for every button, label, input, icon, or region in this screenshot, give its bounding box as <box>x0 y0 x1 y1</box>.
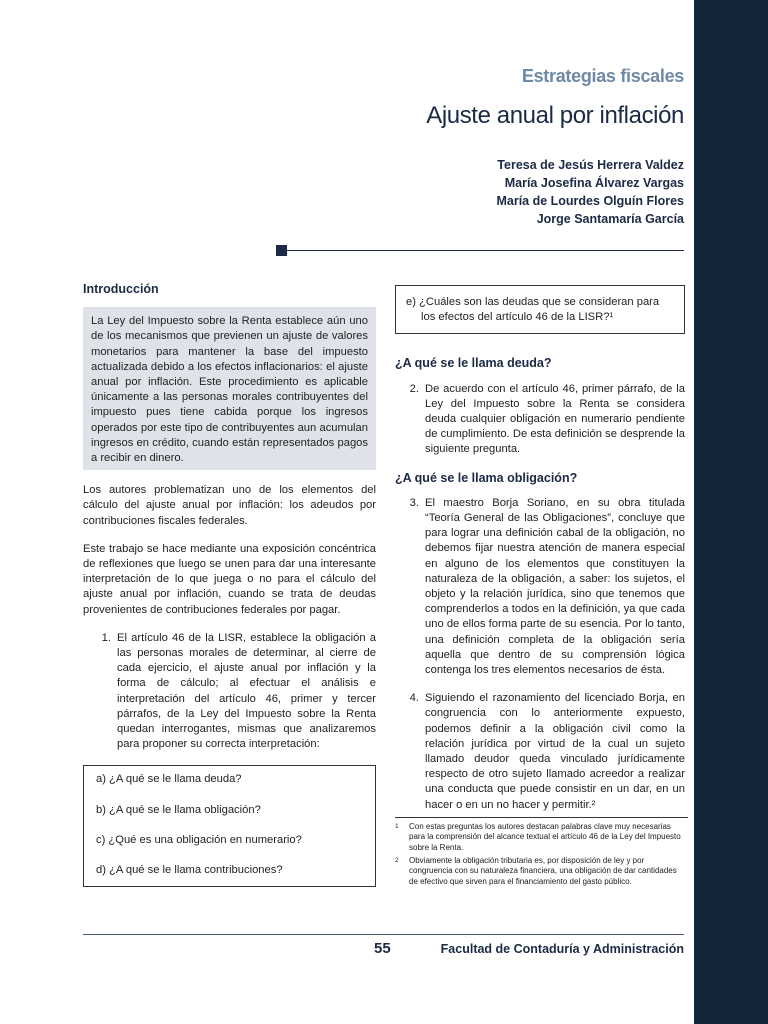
question-item: e) ¿Cuáles son las deudas que se consideran para <box>406 296 660 308</box>
divider-line <box>287 250 684 251</box>
author-name: Jorge Santamaría García <box>536 212 684 226</box>
numbered-item <box>395 496 685 678</box>
author-name: María Josefina Álvarez Vargas <box>504 176 684 190</box>
question-item: c) ¿Qué es una obligación en numerario? <box>96 833 302 846</box>
page-number: 55 <box>374 940 391 957</box>
section-heading: ¿A qué se le llama obligación? <box>395 470 578 485</box>
footer-rule <box>83 934 684 935</box>
numbered-item <box>395 382 685 458</box>
left-column <box>83 282 376 887</box>
section-heading: ¿A qué se le llama deuda? <box>395 356 552 371</box>
paragraph: Los autores problematizan uno de los elementos del cálculo del ajuste anual por inflación: los adeudos por contribuciones fiscales federales. <box>83 484 376 527</box>
item-text: El artículo 46 de la LISR, establece la obligación a las personas morales de determinar, al cierre de cada ejercicio, el ajuste anual por inflación y la forma de cálculo; al efectuar el análisis e interpretación del artículo 46, primer y tercer párrafos, de la Ley del Impuesto sobre la Renta quedan interrogantes, mismas que analizaremos para proponer su correcta interpretación: <box>117 631 376 751</box>
footnote-text: Con estas preguntas los autores destacan palabras clave muy necesarias para la comprensión del alcance textual el artículo 46 de la Ley del Impuesto sobre la Renta. <box>409 821 681 853</box>
numbered-item <box>83 631 376 753</box>
item-number: 1. <box>101 631 111 644</box>
question-item: a) ¿A qué se le llama deuda? <box>96 773 242 786</box>
footnote <box>395 822 685 854</box>
question-e-box <box>395 285 685 334</box>
footnote-mark: 2 <box>395 856 399 864</box>
question-item-continued: los efectos del artículo 46 de la LISR?¹ <box>421 311 614 324</box>
author-list <box>496 156 684 228</box>
right-column <box>395 285 685 889</box>
footnote-text: Obviamente la obligación tributaria es, por disposición de ley y por congruencia con su naturaleza financiera, una obligación de dar cantidades de efectivo que sirven para el financiamiento del gasto público. <box>409 855 677 886</box>
article-title: Ajuste anual por inflación <box>426 102 684 129</box>
questions-box <box>83 765 376 887</box>
item-text: Siguiendo el razonamiento del licenciado Borja, en congruencia con lo anteriormente expuesto, podemos definir a la obligación civil como la relación jurídica por virtud de la cual un sujeto llamado deudor queda vinculado jurídicamente respecto de otro sujeto llamado acreedor a realizar una conducta que puede consistir en un dar, en un hacer o en un no hacer y permitir.² <box>425 692 685 811</box>
item-number: 3. <box>409 496 419 509</box>
author-name: María de Lourdes Olguín Flores <box>496 194 684 208</box>
footnote <box>395 856 685 888</box>
item-text: El maestro Borja Soriano, en su obra titulada “Teoría General de las Obligaciones”, concluye que para lograr una definición cabal de la obligación, no debemos fijar nuestra atención de manera especial en alguno de los elementos que constituyen la naturaleza de la obligación, a saber: los sujetos, el objeto y la relación jurídica, sino que tenemos que comprenderlos a todos en la definición, ya que cada uno de ellos forma parte de su esencia. Por lo tanto, una definición completa de la obligación sería aquella que dentro de su comprensión lógica contenga los tres elementos necesarios de ésta. <box>425 496 685 677</box>
question-item: b) ¿A qué se le llama obligación? <box>96 803 261 816</box>
paragraph: Este trabajo se hace mediante una exposición concéntrica de reflexiones que luego se unen para dar una interesante interpretación de lo que juega o no para el cálculo del ajuste anual por inflación, cuando se trata de deudas provenientes de contribuciones federales por pagar. <box>83 542 376 616</box>
item-number: 4. <box>409 692 419 705</box>
divider-square-marker <box>276 245 287 256</box>
faculty-name: Facultad de Contaduría y Administración <box>440 942 684 956</box>
numbered-item <box>395 691 685 813</box>
footnote-separator <box>395 817 688 818</box>
question-item: d) ¿A qué se le llama contribuciones? <box>96 864 283 877</box>
item-text: De acuerdo con el artículo 46, primer párrafo, de la Ley del Impuesto sobre la Renta se considera deuda cualquier obligación en numerario pendiente de cumplimiento. De esta definición se desprende la siguiente pregunta. <box>425 382 685 456</box>
author-name: Teresa de Jesús Herrera Valdez <box>497 158 684 172</box>
footnote-mark: 1 <box>395 822 399 830</box>
footnotes <box>395 822 685 888</box>
intro-summary-box: La Ley del Impuesto sobre la Renta establece aún uno de los mecanismos que previenen un ajuste de valores monetarios para mantener la base del impuesto actualizada debido a los efectos inflacionarios: el ajuste anual por inflación. Este procedimiento es aplicable únicamente a las personas morales contribuyentes del impuesto pues tiene cabida porque los ingresos operados por este tipo de contribuyentes aun acumulan ingresos en crédito, cuando están representados pagos a recibir en dinero. <box>83 307 376 470</box>
section-label: Estrategias fiscales <box>521 66 684 86</box>
section-heading: Introducción <box>83 282 159 296</box>
item-number: 2. <box>409 382 419 395</box>
side-color-bar <box>694 0 768 1024</box>
